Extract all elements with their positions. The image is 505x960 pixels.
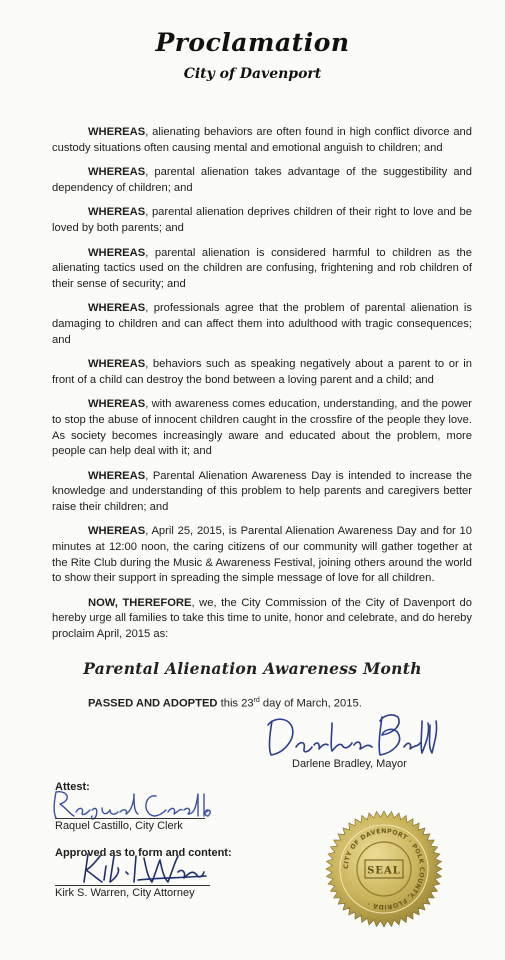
therefore-paragraph <box>52 596 472 643</box>
paragraph-lead: WHEREAS <box>88 246 146 259</box>
paragraph-text: , parental alienation is considered harmful to children as the alienating tactics used on the children are confusing, frightening and rob children of their sense of security; and <box>52 246 472 290</box>
passed-lead: PASSED AND ADOPTED <box>88 697 218 710</box>
attorney-signature <box>78 850 208 886</box>
paragraph-text: , with awareness comes education, understanding, and the power to stop the abuse of innocent children caught in the crossfire of the people they love. As society becomes increasingly aware and educated about the problem, more people can help deal with it; and <box>52 398 472 458</box>
whereas-paragraph <box>52 397 472 459</box>
paragraph-text: , professionals agree that the problem of parental alienation is damaging to children and can affect them into adulthood with tragic consequences; and <box>52 302 472 346</box>
paragraph-lead: NOW, THEREFORE <box>88 596 192 609</box>
approved-label: Approved as to form and content: <box>55 847 232 859</box>
paragraph-lead: WHEREAS <box>88 469 146 482</box>
document-subtitle: City of Davenport <box>183 66 322 82</box>
paragraph-lead: WHEREAS <box>88 358 146 371</box>
whereas-paragraph <box>52 125 472 156</box>
whereas-paragraph <box>52 469 472 516</box>
whereas-paragraph <box>52 205 472 236</box>
attest-label: Attest: <box>55 781 90 793</box>
whereas-paragraph <box>52 165 472 196</box>
paragraph-lead: WHEREAS <box>88 166 146 179</box>
mayor-name-title: Darlene Bradley, Mayor <box>292 758 407 770</box>
paragraph-text: , behaviors such as speaking negatively about a parent to or in front of a child can destroy the bond between a loving parent and a child; and <box>52 358 472 386</box>
paragraph-lead: WHEREAS <box>88 302 146 315</box>
document-title: Proclamation <box>155 28 350 57</box>
paragraph-lead: WHEREAS <box>88 398 146 411</box>
proclaimed-month-title: Parental Alienation Awareness Month <box>83 659 422 678</box>
paragraph-lead: WHEREAS <box>88 206 146 219</box>
whereas-paragraph <box>52 357 472 388</box>
passed-date-suffix: rd <box>253 697 260 704</box>
clerk-signature-line <box>55 818 205 819</box>
clerk-name-title: Raquel Castillo, City Clerk <box>55 820 183 832</box>
paragraph-text: , parental alienation takes advantage of the suggestibility and dependency of children; and <box>52 166 472 194</box>
paragraph-text: , we, the City Commission of the City of Davenport do hereby urge all families to take this time to unite, honor and celebrate, and do hereby proclaim April, 2015 as: <box>52 596 472 641</box>
paragraph-text: , alienating behaviors are often found in high conflict divorce and custody situations often causing mental and emotional anguish to children; and <box>52 126 472 154</box>
attorney-name-title: Kirk S. Warren, City Attorney <box>55 887 195 899</box>
paragraph-lead: WHEREAS <box>88 525 146 538</box>
attorney-signature-line <box>55 885 210 886</box>
seal-ring-text: CITY OF DAVENPORT · POLK COUNTY, FLORIDA · <box>342 827 426 911</box>
paragraph-text: , parental alienation deprives children of their right to love and be loved by both parents; and <box>52 206 472 234</box>
city-seal <box>324 809 444 929</box>
whereas-paragraph <box>52 246 472 293</box>
paragraph-text: , Parental Alienation Awareness Day is intended to increase the knowledge and understanding of this problem to help parents and caregivers better raise their children; and <box>52 469 472 513</box>
seal-center-text: SEAL <box>367 865 401 877</box>
paragraph-text: , April 25, 2015, is Parental Alienation Awareness Day and for 10 minutes at 12:00 noon, the caring citizens of our community will gather together at the Rite Club during the Music & Awareness Festival, joining others around the world to show their support in spreading the simple message of love for all children. <box>52 525 472 585</box>
passed-date-pre: this 23 <box>217 697 254 710</box>
paragraph-lead: WHEREAS <box>88 126 146 138</box>
proclamation-body <box>52 125 472 652</box>
whereas-paragraph <box>52 524 472 586</box>
mayor-signature <box>262 703 442 763</box>
whereas-paragraph <box>52 301 472 348</box>
passed-date-post: day of March, 2015. <box>259 697 362 710</box>
clerk-signature <box>48 786 213 822</box>
